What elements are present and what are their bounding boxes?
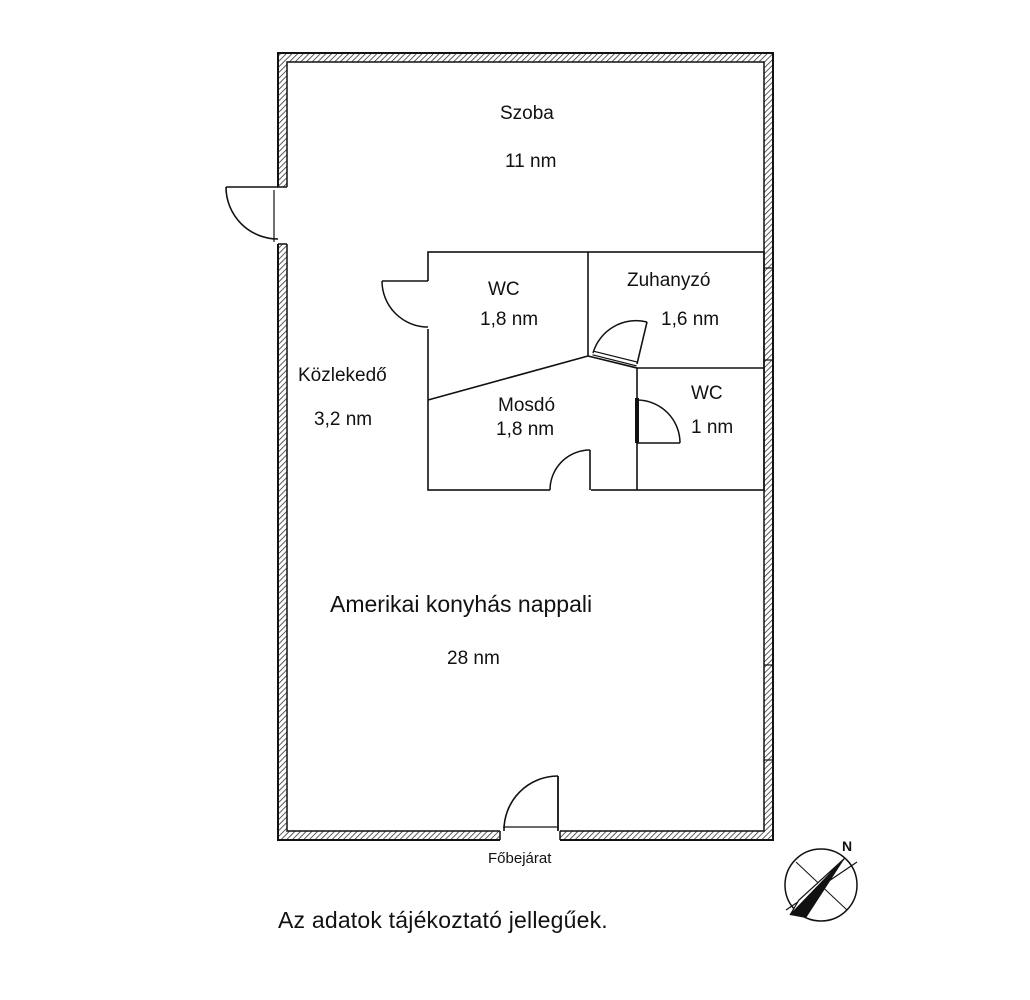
room-area-wc2: 1 nm bbox=[691, 417, 734, 438]
room-name-szoba: Szoba bbox=[500, 103, 554, 124]
main-entrance-door bbox=[500, 776, 560, 842]
room-name-kozlekedo: Közlekedő bbox=[298, 365, 387, 386]
room-area-szoba: 11 nm bbox=[505, 151, 557, 172]
room-name-zuhanyzo: Zuhanyzó bbox=[627, 270, 711, 291]
room-area-nappali: 28 nm bbox=[447, 648, 500, 669]
room-name-nappali: Amerikai konyhás nappali bbox=[330, 591, 593, 617]
door-wc2 bbox=[634, 398, 680, 443]
door-wc1 bbox=[382, 281, 431, 329]
door-mosdo bbox=[550, 450, 591, 493]
room-name-wc2: WC bbox=[691, 383, 723, 404]
side-door bbox=[226, 187, 288, 244]
north-arrow-icon bbox=[790, 858, 845, 918]
footer-note: Az adatok tájékoztató jellegűek. bbox=[278, 907, 608, 933]
room-area-wc1: 1,8 nm bbox=[480, 309, 539, 330]
compass-icon bbox=[785, 849, 857, 921]
room-name-wc1: WC bbox=[488, 279, 520, 300]
door-zuhanyzo bbox=[593, 321, 647, 364]
entrance-label: Főbejárat bbox=[488, 850, 552, 867]
compass-north-letter: N bbox=[842, 838, 853, 854]
room-name-mosdo: Mosdó bbox=[498, 395, 556, 416]
room-area-zuhanyzo: 1,6 nm bbox=[661, 309, 720, 330]
room-area-mosdo: 1,8 nm bbox=[496, 419, 555, 440]
room-area-kozlekedo: 3,2 nm bbox=[314, 409, 373, 430]
inner-walls bbox=[428, 252, 764, 490]
